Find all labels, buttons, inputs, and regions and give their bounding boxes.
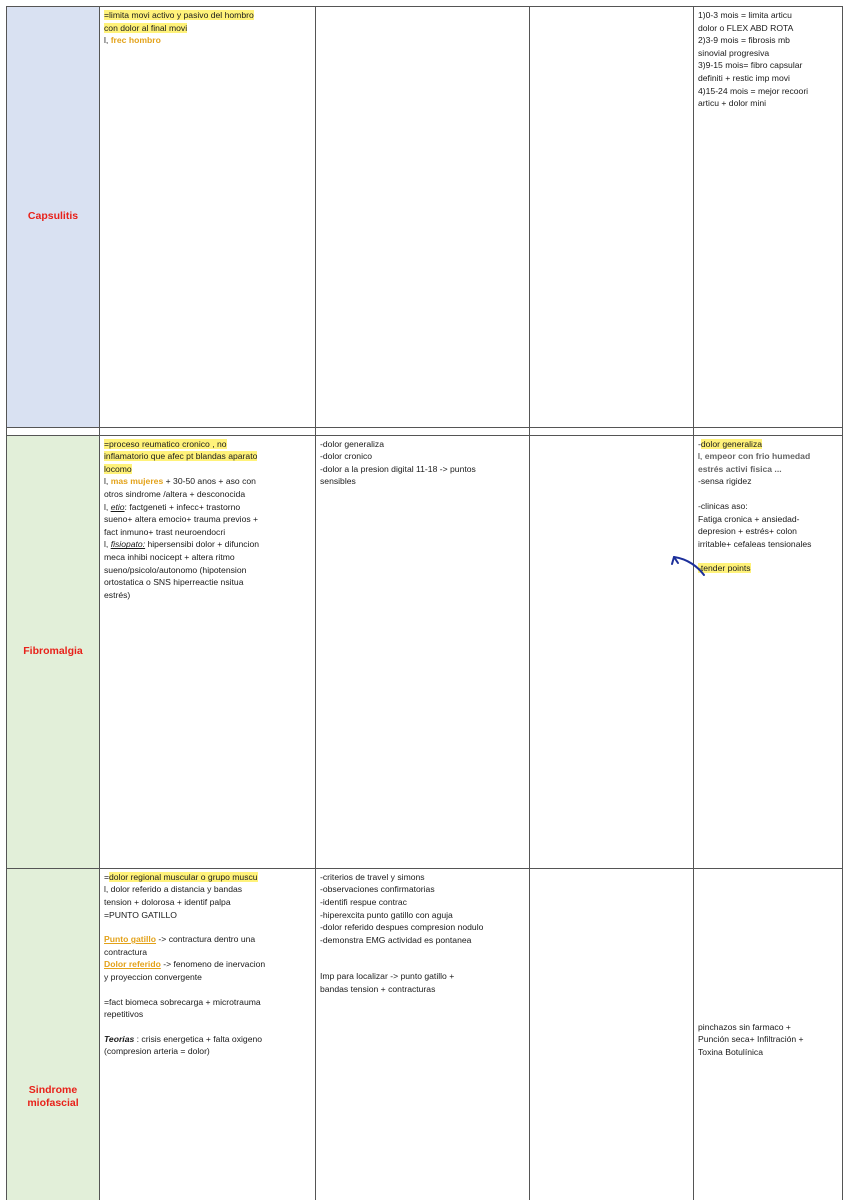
text-line: Dolor referido bbox=[104, 959, 161, 970]
row-fibromialgia bbox=[7, 435, 843, 868]
text-line: estrés) bbox=[104, 589, 131, 600]
text-line: sueno/psicolo/autonomo (hipotension bbox=[104, 564, 247, 575]
pen-annotation-icon bbox=[668, 553, 708, 579]
text-line: sinovial progresiva bbox=[698, 47, 770, 58]
text-line: -demonstra EMG actividad es pontanea bbox=[320, 934, 472, 945]
text-line: Punto gatillo bbox=[104, 934, 157, 945]
spacer-cell bbox=[7, 427, 100, 435]
text-line: =PUNTO GATILLO bbox=[104, 909, 177, 920]
text-line: sensibles bbox=[320, 476, 356, 487]
text-line: irritable+ cefaleas tensionales bbox=[698, 538, 812, 549]
text-line: bandas tension + contracturas bbox=[320, 983, 436, 994]
text-line: -dolor generaliza bbox=[320, 438, 385, 449]
text-line: empeor con frio humedad bbox=[704, 451, 811, 462]
text-line: Punción seca+ Infiltración + bbox=[698, 1034, 804, 1045]
text-line: -dolor referido despues compresion nodulo bbox=[320, 922, 484, 933]
text-line: l, dolor referido a distancia y bandas bbox=[104, 884, 243, 895]
text-line: frec hombro bbox=[110, 35, 161, 46]
text-line: -identifi respue contrac bbox=[320, 896, 407, 907]
text-line: -> fenomeno de inervacion bbox=[160, 959, 266, 970]
spacer bbox=[698, 871, 838, 1021]
text-line: mas mujeres bbox=[110, 476, 164, 487]
text-line: Fatiga cronica + ansiedad- bbox=[698, 513, 800, 524]
text-line: Teorias bbox=[104, 1033, 135, 1044]
capsulitis-clinical-cell bbox=[316, 7, 530, 428]
text-line: otros sindrome /altera + desconocida bbox=[104, 488, 246, 499]
row-label-capsulitis bbox=[7, 7, 100, 428]
text-line: Imp para localizar -> punto gatillo + bbox=[320, 971, 455, 982]
row-label-miofascial bbox=[7, 868, 100, 1200]
text-line: - bbox=[698, 438, 701, 449]
spacer bbox=[104, 984, 311, 996]
text-line: hipersensibi dolor + difuncion bbox=[145, 539, 260, 550]
miofascial-definition-cell bbox=[100, 868, 316, 1200]
fibromialgia-empty-cell bbox=[530, 435, 694, 868]
row-label-text: Sindrome miofascial bbox=[27, 1084, 79, 1110]
fibromialgia-clinical-cell bbox=[316, 435, 530, 868]
text-line: -sensa rigidez bbox=[698, 476, 752, 487]
text-line: 1)0-3 mois = limita articu bbox=[698, 10, 792, 20]
text-line: estrés activi fisica ... bbox=[698, 463, 782, 474]
spacer bbox=[104, 921, 311, 933]
text-line: fact inmuno+ trast neuroendocri bbox=[104, 526, 226, 537]
notes-page bbox=[6, 6, 842, 1200]
spacer-cell bbox=[530, 427, 694, 435]
text-line: 3)9-15 mois= fibro capsular bbox=[698, 60, 803, 71]
fibromialgia-definition-cell bbox=[100, 435, 316, 868]
capsulitis-phases-cell bbox=[694, 7, 843, 428]
text-line: l, bbox=[104, 501, 111, 512]
row-miofascial bbox=[7, 868, 843, 1200]
text-line: contractura bbox=[104, 946, 147, 957]
text-line: -tender points bbox=[698, 563, 751, 574]
spacer-cell bbox=[100, 427, 316, 435]
row-label-fibromialgia bbox=[7, 435, 100, 868]
text-line: repetitivos bbox=[104, 1009, 144, 1020]
spacer bbox=[698, 550, 838, 562]
capsulitis-empty-cell bbox=[530, 7, 694, 428]
text-line: inflamatorio que afec pt blandas aparato bbox=[104, 451, 258, 462]
notes-table bbox=[6, 6, 843, 1200]
text-line: -dolor cronico bbox=[320, 451, 373, 462]
text-line: = bbox=[104, 871, 110, 882]
text-line: fisiopato: bbox=[110, 539, 146, 550]
text-line: -clinicas aso: bbox=[698, 500, 748, 511]
row-spacer bbox=[7, 427, 843, 435]
text-line: Toxina Botulínica bbox=[698, 1046, 763, 1057]
text-line: =fact biomeca sobrecarga + microtrauma bbox=[104, 996, 261, 1007]
text-line: definiti + restic imp movi bbox=[698, 72, 790, 83]
text-line: : factgeneti + infecc+ trastorno bbox=[124, 501, 241, 512]
text-line: sueno+ altera emocio+ trauma previos + bbox=[104, 514, 259, 525]
fibromialgia-symptoms-cell bbox=[694, 435, 843, 868]
text-line: articu + dolor mini bbox=[698, 98, 767, 109]
spacer bbox=[698, 488, 838, 500]
row-capsulitis bbox=[7, 7, 843, 428]
miofascial-diagnosis-cell bbox=[316, 868, 530, 1200]
spacer-cell bbox=[316, 427, 530, 435]
text-line: -observaciones confirmatorias bbox=[320, 884, 435, 895]
text-line: etio bbox=[110, 501, 125, 512]
text-line: : crisis energetica + falta oxigeno bbox=[134, 1033, 263, 1044]
text-line: (compresion arteria = dolor) bbox=[104, 1046, 210, 1057]
text-line: + 30-50 anos + aso con bbox=[163, 476, 256, 487]
miofascial-procedures-cell bbox=[694, 868, 843, 1200]
text-line: meca inhibi nocicept + altera ritmo bbox=[104, 551, 235, 562]
text-line: ortostatica o SNS hiperreactie nsitua bbox=[104, 577, 244, 588]
text-line: dolor generaliza bbox=[700, 438, 763, 449]
text-line: 4)15-24 mois = mejor recoori bbox=[698, 85, 809, 96]
miofascial-empty-cell bbox=[530, 868, 694, 1200]
text-line: dolor o FLEX ABD ROTA bbox=[698, 22, 794, 33]
text-line: -dolor a la presion digital 11-18 -> puntos bbox=[320, 463, 476, 474]
text-line: -> contractura dentro una bbox=[156, 934, 256, 945]
text-line: =limita movi activo y pasivo del hombro bbox=[104, 10, 254, 20]
text-line: dolor regional muscular o grupo muscu bbox=[109, 871, 258, 882]
text-line: y proyeccion convergente bbox=[104, 971, 202, 982]
capsulitis-definition-cell bbox=[100, 7, 316, 428]
text-line: pinchazos sin farmaco + bbox=[698, 1021, 791, 1032]
text-line: tension + dolorosa + identif palpa bbox=[104, 896, 231, 907]
text-line: -hiperexcita punto gatillo con aguja bbox=[320, 909, 453, 920]
text-line: =proceso reumatico cronico , no bbox=[104, 438, 227, 449]
text-line: 2)3-9 mois = fibrosis mb bbox=[698, 35, 790, 46]
text-line: l, bbox=[698, 451, 705, 462]
text-line: locomo bbox=[104, 463, 132, 474]
spacer bbox=[320, 946, 525, 970]
text-line: l, bbox=[104, 35, 111, 46]
text-line: depresion + estrés+ colon bbox=[698, 526, 797, 537]
text-line: -criterios de travel y simons bbox=[320, 871, 425, 882]
text-line: l, bbox=[104, 476, 111, 487]
spacer-cell bbox=[694, 427, 843, 435]
spacer bbox=[104, 1021, 311, 1033]
row-label-text: Capsulitis bbox=[27, 210, 79, 223]
text-line: l, bbox=[104, 539, 111, 550]
row-label-text: Fibromalgia bbox=[23, 645, 83, 658]
text-line: con dolor al final movi bbox=[104, 22, 188, 33]
